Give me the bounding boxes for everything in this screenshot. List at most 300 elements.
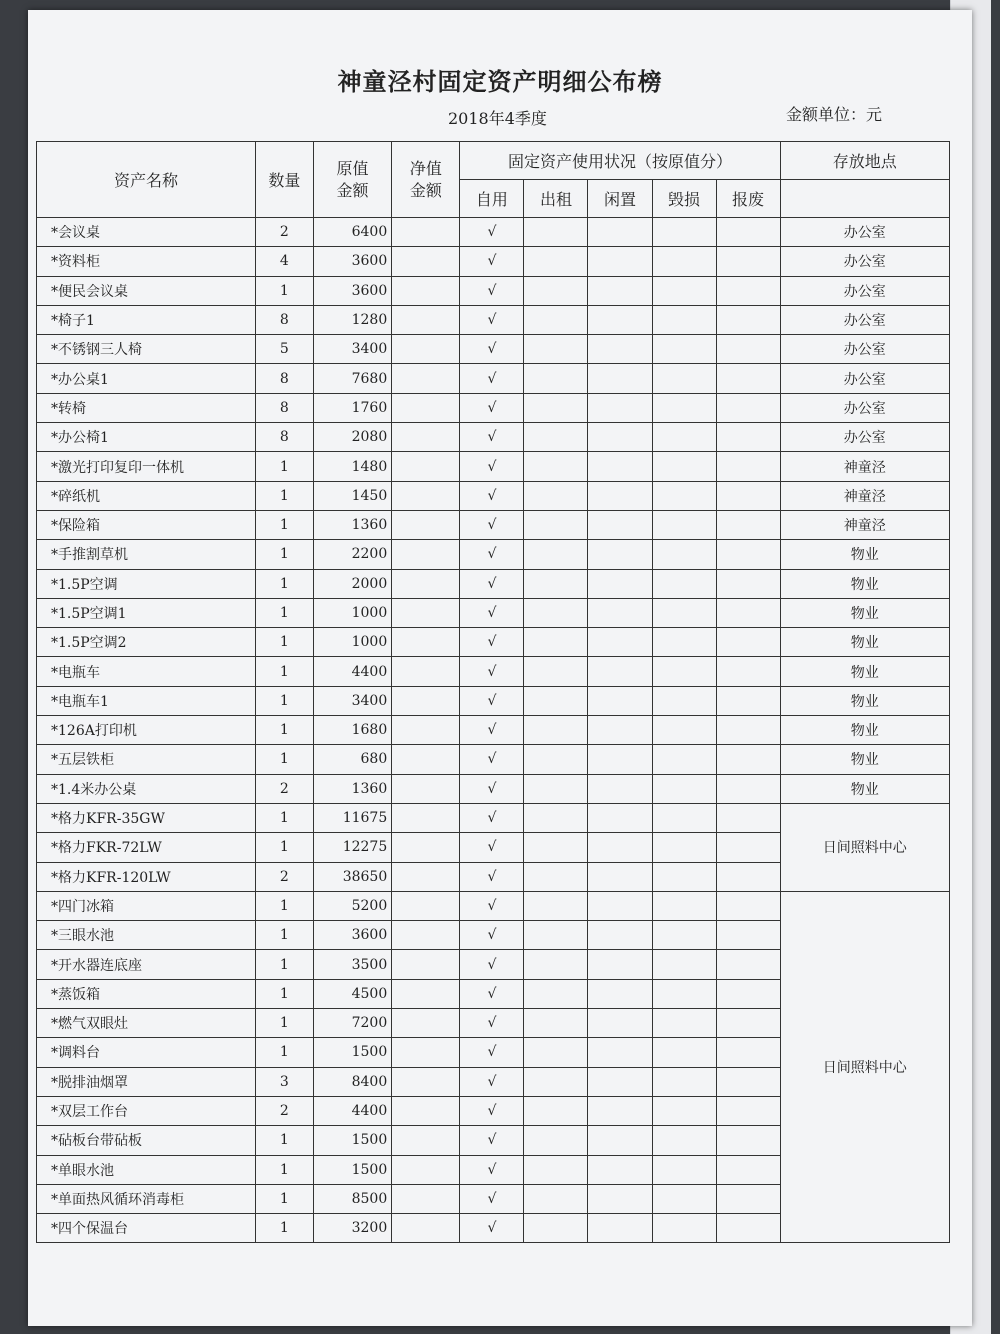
header-name: 资产名称 (37, 142, 256, 218)
idle-cell (588, 1009, 652, 1038)
original-amount-cell: 3500 (313, 950, 391, 979)
asset-name-cell: *办公椅1 (37, 423, 256, 452)
header-self-use: 自用 (460, 180, 524, 218)
idle-cell (588, 862, 652, 891)
idle-cell (588, 510, 652, 539)
self-use-cell: √ (460, 686, 524, 715)
damaged-cell (652, 540, 716, 569)
net-amount-cell (392, 803, 460, 832)
damaged-cell (652, 364, 716, 393)
net-amount-cell (392, 950, 460, 979)
quantity-cell: 8 (255, 364, 313, 393)
quantity-cell: 2 (255, 862, 313, 891)
net-amount-cell (392, 364, 460, 393)
idle-cell (588, 1096, 652, 1125)
rent-cell (524, 657, 588, 686)
header-net-line2: 金额 (409, 180, 442, 200)
document-page (28, 10, 972, 1326)
rent-cell (524, 393, 588, 422)
asset-name-cell: *1.5P空调2 (37, 628, 256, 657)
idle-cell (588, 247, 652, 276)
rent-cell (524, 276, 588, 305)
net-amount-cell (392, 716, 460, 745)
quantity-cell: 1 (255, 569, 313, 598)
rent-cell (524, 774, 588, 803)
location-cell: 办公室 (780, 423, 949, 452)
location-cell: 办公室 (780, 247, 949, 276)
header-original-line1: 原值 (336, 158, 369, 178)
quantity-cell: 1 (255, 1038, 313, 1067)
net-amount-cell (392, 540, 460, 569)
original-amount-cell: 1500 (313, 1126, 391, 1155)
scrapped-cell (716, 1184, 780, 1213)
original-amount-cell: 4500 (313, 979, 391, 1008)
damaged-cell (652, 1009, 716, 1038)
rent-cell (524, 247, 588, 276)
original-amount-cell: 1500 (313, 1155, 391, 1184)
rent-cell (524, 1126, 588, 1155)
original-amount-cell: 4400 (313, 657, 391, 686)
original-amount-cell: 1000 (313, 598, 391, 627)
quantity-cell: 1 (255, 1155, 313, 1184)
asset-name-cell: *格力KFR-120LW (37, 862, 256, 891)
self-use-cell: √ (460, 979, 524, 1008)
original-amount-cell: 1500 (313, 1038, 391, 1067)
scrapped-cell (716, 628, 780, 657)
header-net-amount (392, 142, 460, 218)
rent-cell (524, 686, 588, 715)
idle-cell (588, 1214, 652, 1243)
scrapped-cell (716, 1214, 780, 1243)
table-row (37, 510, 950, 539)
net-amount-cell (392, 1067, 460, 1096)
scrapped-cell (716, 891, 780, 920)
idle-cell (588, 393, 652, 422)
quantity-cell: 1 (255, 1009, 313, 1038)
self-use-cell: √ (460, 305, 524, 334)
asset-name-cell: *四门冰箱 (37, 891, 256, 920)
asset-name-cell: *三眼水池 (37, 921, 256, 950)
asset-name-cell: *办公桌1 (37, 364, 256, 393)
idle-cell (588, 452, 652, 481)
scrapped-cell (716, 921, 780, 950)
self-use-cell: √ (460, 803, 524, 832)
net-amount-cell (392, 393, 460, 422)
self-use-cell: √ (460, 1155, 524, 1184)
quantity-cell: 1 (255, 540, 313, 569)
net-amount-cell (392, 218, 460, 247)
table-row (37, 657, 950, 686)
quantity-cell: 1 (255, 921, 313, 950)
scrapped-cell (716, 305, 780, 334)
location-cell: 物业 (780, 598, 949, 627)
location-cell: 物业 (780, 686, 949, 715)
table-row (37, 305, 950, 334)
asset-name-cell: *砧板台带砧板 (37, 1126, 256, 1155)
asset-name-cell: *脱排油烟罩 (37, 1067, 256, 1096)
idle-cell (588, 276, 652, 305)
asset-name-cell: *开水器连底座 (37, 950, 256, 979)
net-amount-cell (392, 628, 460, 657)
net-amount-cell (392, 1184, 460, 1213)
asset-name-cell: *电瓶车 (37, 657, 256, 686)
original-amount-cell: 3600 (313, 276, 391, 305)
damaged-cell (652, 335, 716, 364)
location-cell: 日间照料中心 (780, 803, 949, 891)
self-use-cell: √ (460, 1067, 524, 1096)
damaged-cell (652, 716, 716, 745)
location-cell: 神童泾 (780, 510, 949, 539)
original-amount-cell: 8400 (313, 1067, 391, 1096)
asset-name-cell: *蒸饭箱 (37, 979, 256, 1008)
table-row (37, 540, 950, 569)
net-amount-cell (392, 1096, 460, 1125)
original-amount-cell: 3600 (313, 921, 391, 950)
damaged-cell (652, 1126, 716, 1155)
scrapped-cell (716, 1009, 780, 1038)
quantity-cell: 1 (255, 276, 313, 305)
quantity-cell: 1 (255, 686, 313, 715)
net-amount-cell (392, 1214, 460, 1243)
rent-cell (524, 364, 588, 393)
header-original-line2: 金额 (336, 180, 369, 200)
scrapped-cell (716, 364, 780, 393)
rent-cell (524, 1184, 588, 1213)
quantity-cell: 3 (255, 1067, 313, 1096)
asset-name-cell: *转椅 (37, 393, 256, 422)
original-amount-cell: 5200 (313, 891, 391, 920)
self-use-cell: √ (460, 862, 524, 891)
rent-cell (524, 423, 588, 452)
quantity-cell: 1 (255, 745, 313, 774)
location-cell: 神童泾 (780, 481, 949, 510)
damaged-cell (652, 481, 716, 510)
damaged-cell (652, 276, 716, 305)
quantity-cell: 4 (255, 247, 313, 276)
quantity-cell: 1 (255, 598, 313, 627)
asset-name-cell: *五层铁柜 (37, 745, 256, 774)
self-use-cell: √ (460, 745, 524, 774)
damaged-cell (652, 1067, 716, 1096)
net-amount-cell (392, 305, 460, 334)
net-amount-cell (392, 657, 460, 686)
asset-name-cell: *会议桌 (37, 218, 256, 247)
rent-cell (524, 481, 588, 510)
idle-cell (588, 1038, 652, 1067)
self-use-cell: √ (460, 833, 524, 862)
idle-cell (588, 979, 652, 1008)
header-rent: 出租 (524, 180, 588, 218)
idle-cell (588, 774, 652, 803)
original-amount-cell: 7680 (313, 364, 391, 393)
damaged-cell (652, 1184, 716, 1213)
original-amount-cell: 3400 (313, 686, 391, 715)
location-cell: 日间照料中心 (780, 891, 949, 1243)
asset-name-cell: *四个保温台 (37, 1214, 256, 1243)
table-row (37, 481, 950, 510)
location-cell: 办公室 (780, 393, 949, 422)
asset-name-cell: *单面热风循环消毒柜 (37, 1184, 256, 1213)
self-use-cell: √ (460, 1214, 524, 1243)
unit-label: 金额单位：元 (786, 105, 883, 124)
quantity-cell: 1 (255, 1214, 313, 1243)
self-use-cell: √ (460, 452, 524, 481)
scrapped-cell (716, 218, 780, 247)
net-amount-cell (392, 247, 460, 276)
net-amount-cell (392, 452, 460, 481)
rent-cell (524, 891, 588, 920)
net-amount-cell (392, 921, 460, 950)
page-title: 神童泾村固定资产明细公布榜 (337, 68, 663, 96)
scrapped-cell (716, 979, 780, 1008)
original-amount-cell: 11675 (313, 803, 391, 832)
self-use-cell: √ (460, 1184, 524, 1213)
original-amount-cell: 2200 (313, 540, 391, 569)
damaged-cell (652, 921, 716, 950)
idle-cell (588, 1155, 652, 1184)
original-amount-cell: 1680 (313, 716, 391, 745)
original-amount-cell: 1480 (313, 452, 391, 481)
asset-name-cell: *保险箱 (37, 510, 256, 539)
self-use-cell: √ (460, 510, 524, 539)
original-amount-cell: 8500 (313, 1184, 391, 1213)
net-amount-cell (392, 1126, 460, 1155)
table-row (37, 569, 950, 598)
damaged-cell (652, 247, 716, 276)
rent-cell (524, 979, 588, 1008)
damaged-cell (652, 569, 716, 598)
table-row (37, 247, 950, 276)
asset-name-cell: *激光打印复印一体机 (37, 452, 256, 481)
rent-cell (524, 1214, 588, 1243)
original-amount-cell: 4400 (313, 1096, 391, 1125)
header-scrapped: 报废 (716, 180, 780, 218)
asset-name-cell: *调料台 (37, 1038, 256, 1067)
net-amount-cell (392, 423, 460, 452)
quantity-cell: 1 (255, 803, 313, 832)
damaged-cell (652, 423, 716, 452)
damaged-cell (652, 1096, 716, 1125)
original-amount-cell: 1000 (313, 628, 391, 657)
rent-cell (524, 1067, 588, 1096)
quantity-cell: 2 (255, 218, 313, 247)
table-row (37, 423, 950, 452)
header-status-group: 固定资产使用状况（按原值分） (460, 142, 780, 180)
location-cell: 办公室 (780, 276, 949, 305)
damaged-cell (652, 510, 716, 539)
self-use-cell: √ (460, 1096, 524, 1125)
damaged-cell (652, 657, 716, 686)
damaged-cell (652, 891, 716, 920)
idle-cell (588, 569, 652, 598)
idle-cell (588, 481, 652, 510)
rent-cell (524, 950, 588, 979)
net-amount-cell (392, 862, 460, 891)
scrapped-cell (716, 1155, 780, 1184)
scrapped-cell (716, 1126, 780, 1155)
original-amount-cell: 7200 (313, 1009, 391, 1038)
asset-name-cell: *单眼水池 (37, 1155, 256, 1184)
net-amount-cell (392, 774, 460, 803)
table-row (37, 745, 950, 774)
self-use-cell: √ (460, 891, 524, 920)
self-use-cell: √ (460, 921, 524, 950)
original-amount-cell: 2000 (313, 569, 391, 598)
header-qty: 数量 (255, 142, 313, 218)
location-cell: 办公室 (780, 305, 949, 334)
location-cell: 办公室 (780, 364, 949, 393)
rent-cell (524, 628, 588, 657)
idle-cell (588, 423, 652, 452)
damaged-cell (652, 452, 716, 481)
net-amount-cell (392, 335, 460, 364)
damaged-cell (652, 745, 716, 774)
table-row (37, 803, 950, 832)
original-amount-cell: 1760 (313, 393, 391, 422)
location-cell: 物业 (780, 540, 949, 569)
rent-cell (524, 862, 588, 891)
table-row (37, 452, 950, 481)
rent-cell (524, 1096, 588, 1125)
damaged-cell (652, 774, 716, 803)
rent-cell (524, 335, 588, 364)
table-row (37, 716, 950, 745)
self-use-cell: √ (460, 774, 524, 803)
self-use-cell: √ (460, 657, 524, 686)
quantity-cell: 8 (255, 305, 313, 334)
table-row (37, 774, 950, 803)
asset-name-cell: *电瓶车1 (37, 686, 256, 715)
self-use-cell: √ (460, 569, 524, 598)
asset-name-cell: *1.4米办公桌 (37, 774, 256, 803)
original-amount-cell: 1360 (313, 510, 391, 539)
rent-cell (524, 452, 588, 481)
original-amount-cell: 3200 (313, 1214, 391, 1243)
quantity-cell: 1 (255, 979, 313, 1008)
scrapped-cell (716, 598, 780, 627)
self-use-cell: √ (460, 628, 524, 657)
header-net-line1: 净值 (409, 158, 442, 178)
table-row (37, 686, 950, 715)
self-use-cell: √ (460, 335, 524, 364)
scrapped-cell (716, 393, 780, 422)
net-amount-cell (392, 833, 460, 862)
table-row (37, 276, 950, 305)
self-use-cell: √ (460, 247, 524, 276)
quantity-cell: 1 (255, 950, 313, 979)
scrapped-cell (716, 335, 780, 364)
damaged-cell (652, 862, 716, 891)
idle-cell (588, 716, 652, 745)
quantity-cell: 2 (255, 1096, 313, 1125)
table-row (37, 891, 950, 920)
original-amount-cell: 1360 (313, 774, 391, 803)
self-use-cell: √ (460, 1009, 524, 1038)
rent-cell (524, 305, 588, 334)
asset-name-cell: *格力KFR-35GW (37, 803, 256, 832)
location-cell: 物业 (780, 745, 949, 774)
net-amount-cell (392, 979, 460, 1008)
quantity-cell: 8 (255, 423, 313, 452)
self-use-cell: √ (460, 1126, 524, 1155)
self-use-cell: √ (460, 276, 524, 305)
quantity-cell: 1 (255, 1126, 313, 1155)
damaged-cell (652, 1038, 716, 1067)
scrapped-cell (716, 686, 780, 715)
self-use-cell: √ (460, 393, 524, 422)
damaged-cell (652, 1155, 716, 1184)
scrapped-cell (716, 803, 780, 832)
quantity-cell: 1 (255, 891, 313, 920)
self-use-cell: √ (460, 364, 524, 393)
self-use-cell: √ (460, 218, 524, 247)
scrapped-cell (716, 510, 780, 539)
scrapped-cell (716, 1038, 780, 1067)
damaged-cell (652, 218, 716, 247)
quantity-cell: 1 (255, 452, 313, 481)
table-row (37, 364, 950, 393)
header-location-blank (780, 180, 949, 218)
scrapped-cell (716, 247, 780, 276)
location-cell: 物业 (780, 716, 949, 745)
rent-cell (524, 1038, 588, 1067)
rent-cell (524, 1155, 588, 1184)
scrapped-cell (716, 745, 780, 774)
asset-table (36, 141, 950, 1243)
table-row (37, 393, 950, 422)
rent-cell (524, 569, 588, 598)
damaged-cell (652, 979, 716, 1008)
quantity-cell: 1 (255, 716, 313, 745)
rent-cell (524, 716, 588, 745)
net-amount-cell (392, 481, 460, 510)
net-amount-cell (392, 276, 460, 305)
scrapped-cell (716, 1067, 780, 1096)
quantity-cell: 2 (255, 774, 313, 803)
header-location: 存放地点 (780, 142, 949, 180)
rent-cell (524, 598, 588, 627)
net-amount-cell (392, 891, 460, 920)
original-amount-cell: 12275 (313, 833, 391, 862)
asset-name-cell: *燃气双眼灶 (37, 1009, 256, 1038)
asset-name-cell: *不锈钢三人椅 (37, 335, 256, 364)
original-amount-cell: 1280 (313, 305, 391, 334)
idle-cell (588, 218, 652, 247)
scrapped-cell (716, 423, 780, 452)
scrapped-cell (716, 774, 780, 803)
location-cell: 物业 (780, 657, 949, 686)
rent-cell (524, 540, 588, 569)
idle-cell (588, 745, 652, 774)
header-damaged: 毁损 (652, 180, 716, 218)
damaged-cell (652, 393, 716, 422)
scrapped-cell (716, 1096, 780, 1125)
net-amount-cell (392, 745, 460, 774)
location-cell: 办公室 (780, 335, 949, 364)
scrapped-cell (716, 569, 780, 598)
quantity-cell: 1 (255, 833, 313, 862)
scrapped-cell (716, 657, 780, 686)
idle-cell (588, 921, 652, 950)
original-amount-cell: 2080 (313, 423, 391, 452)
quantity-cell: 1 (255, 510, 313, 539)
idle-cell (588, 1126, 652, 1155)
asset-name-cell: *1.5P空调 (37, 569, 256, 598)
original-amount-cell: 6400 (313, 218, 391, 247)
idle-cell (588, 891, 652, 920)
quantity-cell: 1 (255, 1184, 313, 1213)
original-amount-cell: 38650 (313, 862, 391, 891)
